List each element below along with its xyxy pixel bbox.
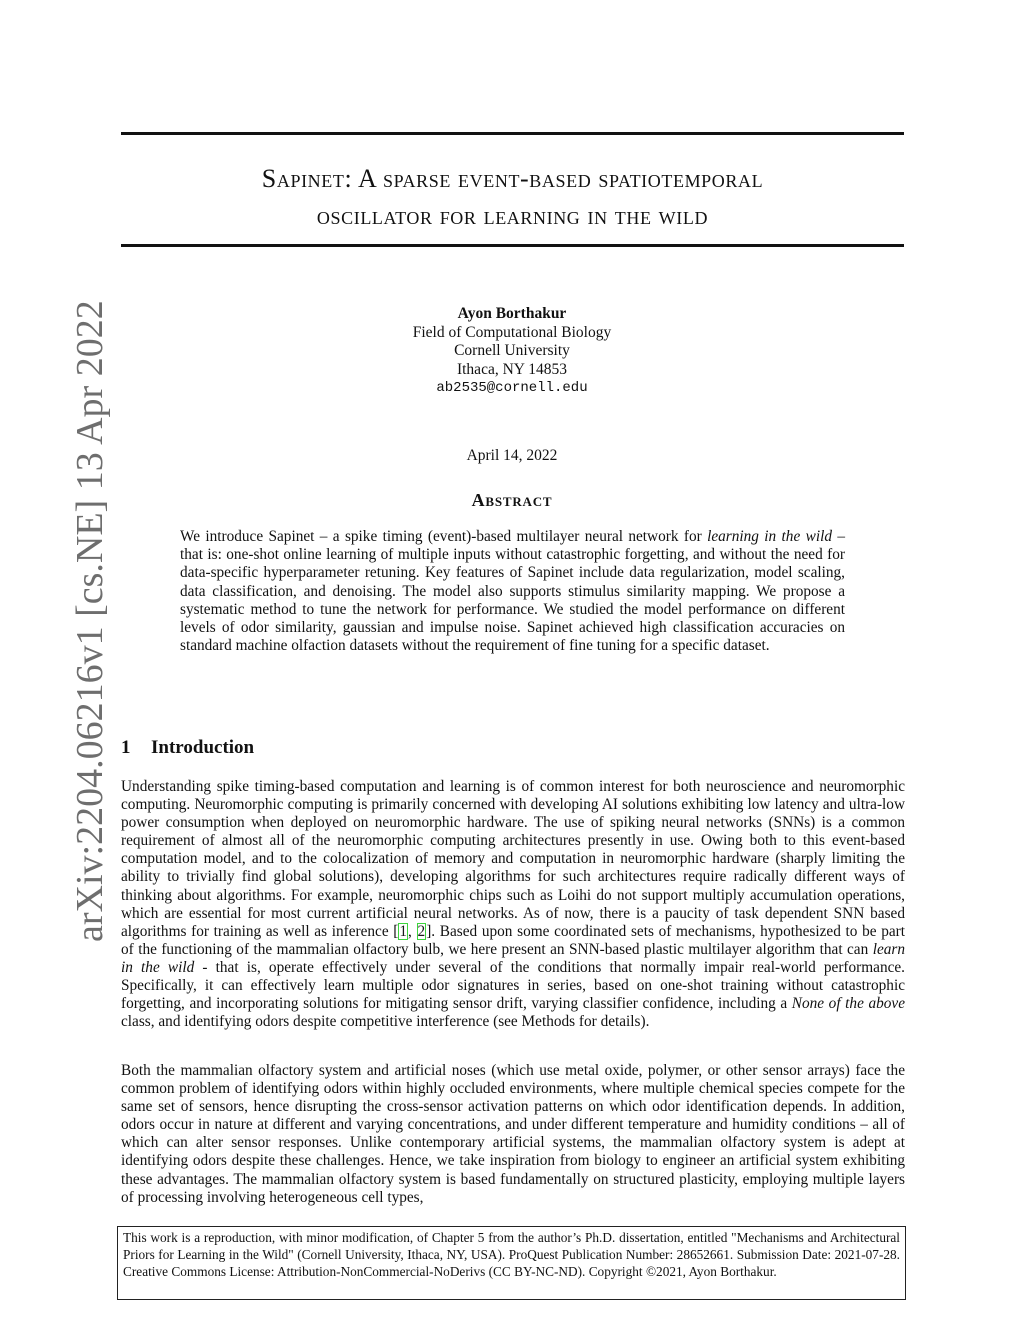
intro-p1-seg3: - that is, operate effectively under several of the conditions that normally impair real-world performance. Specifically, it can effectively learn multiple odor signatures in series, based on one-shot training without catastrophic forgetting, and incorporating solutions for mitigating sensor drift, varying classifier confidence, including a [121, 958, 905, 1013]
title-top-rule [121, 132, 904, 135]
intro-p1-seg4: class, and identifying odors despite competitive interference (see Methods for details). [121, 1013, 650, 1031]
author-department: Field of Computational Biology [412, 323, 612, 341]
citation-link-1[interactable]: 1 [399, 922, 408, 940]
abstract-heading: Abstract [471, 490, 553, 510]
abstract-italic: learning in the wild [707, 528, 832, 545]
author-block [300, 305, 724, 398]
section-title: Introduction [151, 737, 255, 758]
citation-separator: , [408, 922, 417, 940]
abstract-text-1: We introduce Sapinet – a spike timing (event)-based multilayer neural network for [180, 528, 708, 545]
abstract-text-2: – that is: one-shot online learning of multiple inputs without catastrophic forgetting, and without the need for data-specific hyperparameter retuning. Key features of Sapinet include data regularization, model scaling, data classification, and denoising. The model also supports stimulus similarity mapping. We propose a systematic method to tune the network for performance. We studied the model performance on different levels of odor similarity, gaussian and impulse noise. Sapinet achieved high classification accuracies on standard machine olfaction datasets without the requirement of fine tuning for a specific dataset. [180, 528, 845, 655]
section-heading-introduction [121, 737, 254, 759]
title-line-2: oscillator for learning in the wild [316, 201, 709, 230]
intro-p1-seg1: Understanding spike timing-based computation and learning is of common interest for both neuroscience and neuromorphic computing. Neuromorphic computing is primarily concerned with developing AI solutions exhibiting low latency and ultra-low power consumption when deployed on neuromorphic hardware. The use of spiking neural networks (SNNs) is a common requirement of almost all of the neuromorphic computing architectures presently in use. Owing both to this event-based computation model, and to the colocalization of memory and computation in neuromorphic hardware (sharply limiting the ability to trivially find global solutions), developing algorithms for such architectures require radically different ways of thinking about algorithms. For example, neuromorphic chips such as Loihi do not support multiply accumulation operations, which are essential for most current artificial neural networks. As of now, there is a paucity of task dependent SNN based algorithms for training as well as inference [ [121, 778, 905, 940]
arxiv-identifier: arXiv:2204.06216v1 [cs.NE] 13 Apr 2022 [69, 300, 111, 942]
publication-date: April 14, 2022 [466, 447, 558, 464]
intro-p1-italic-2: None of the above [791, 995, 905, 1013]
abstract-body [180, 528, 845, 655]
author-name: Ayon Borthakur [457, 305, 567, 322]
title-bottom-rule [121, 244, 904, 247]
title-line-1: Sapinet: A sparse event-based spatiotemporal [261, 164, 764, 193]
author-university: Cornell University [454, 342, 570, 359]
citation-link-2[interactable]: 2 [417, 922, 426, 940]
section-number: 1 [121, 737, 131, 758]
intro-p1-seg2: ]. Based upon some coordinated sets of mechanisms, hypothesized to be part of the functioning of the mammalian olfactory bulb, we here present an SNN-based plastic multilayer algorithm that can [121, 922, 905, 958]
intro-paragraph-2: Both the mammalian olfactory system and artificial noses (which use metal oxide, polymer, or other sensor arrays) face the common problem of identifying odors within highly occluded environments, where multiple chemical species compete for the same set of sensors, hence disrupting the cross-sensor activation patterns on which odor identification depends. In addition, odors occur in nature at different and varying concentrations, and under different temperature and humidity conditions – all of which can alter sensor responses. Unlike contemporary artificial systems, the mammalian olfactory system is adept at identifying odors despite these challenges. Hence, we take inspiration from biology to engineer an artificial system exhibiting these advantages. The mammalian olfactory system is based fundamentally on structured plasticity, employing multiple layers of processing involving heterogeneous cell types, [121, 1062, 905, 1206]
arxiv-stamp [4, 300, 111, 950]
intro-p1-italic-1: learn in the wild [121, 940, 905, 976]
paper-title [121, 160, 904, 234]
intro-paragraph-1 [121, 778, 905, 1031]
footnote-box: This work is a reproduction, with minor modification, of Chapter 5 from the author’s Ph.D. dissertation, entitled "Mechanisms and Architectural Priors for Learning in the Wild" (Cornell University, Ithaca, NY, USA). ProQuest Publication Number: 28652661. Submission Date: 2021-07-28. Creative Commons License: Attribution-NonCommercial-NoDerivs (CC BY-NC-ND). Copyright ©2021, Ayon Borthakur. [117, 1226, 906, 1300]
author-email[interactable]: ab2535@cornell.edu [436, 380, 588, 396]
author-location: Ithaca, NY 14853 [456, 360, 568, 378]
